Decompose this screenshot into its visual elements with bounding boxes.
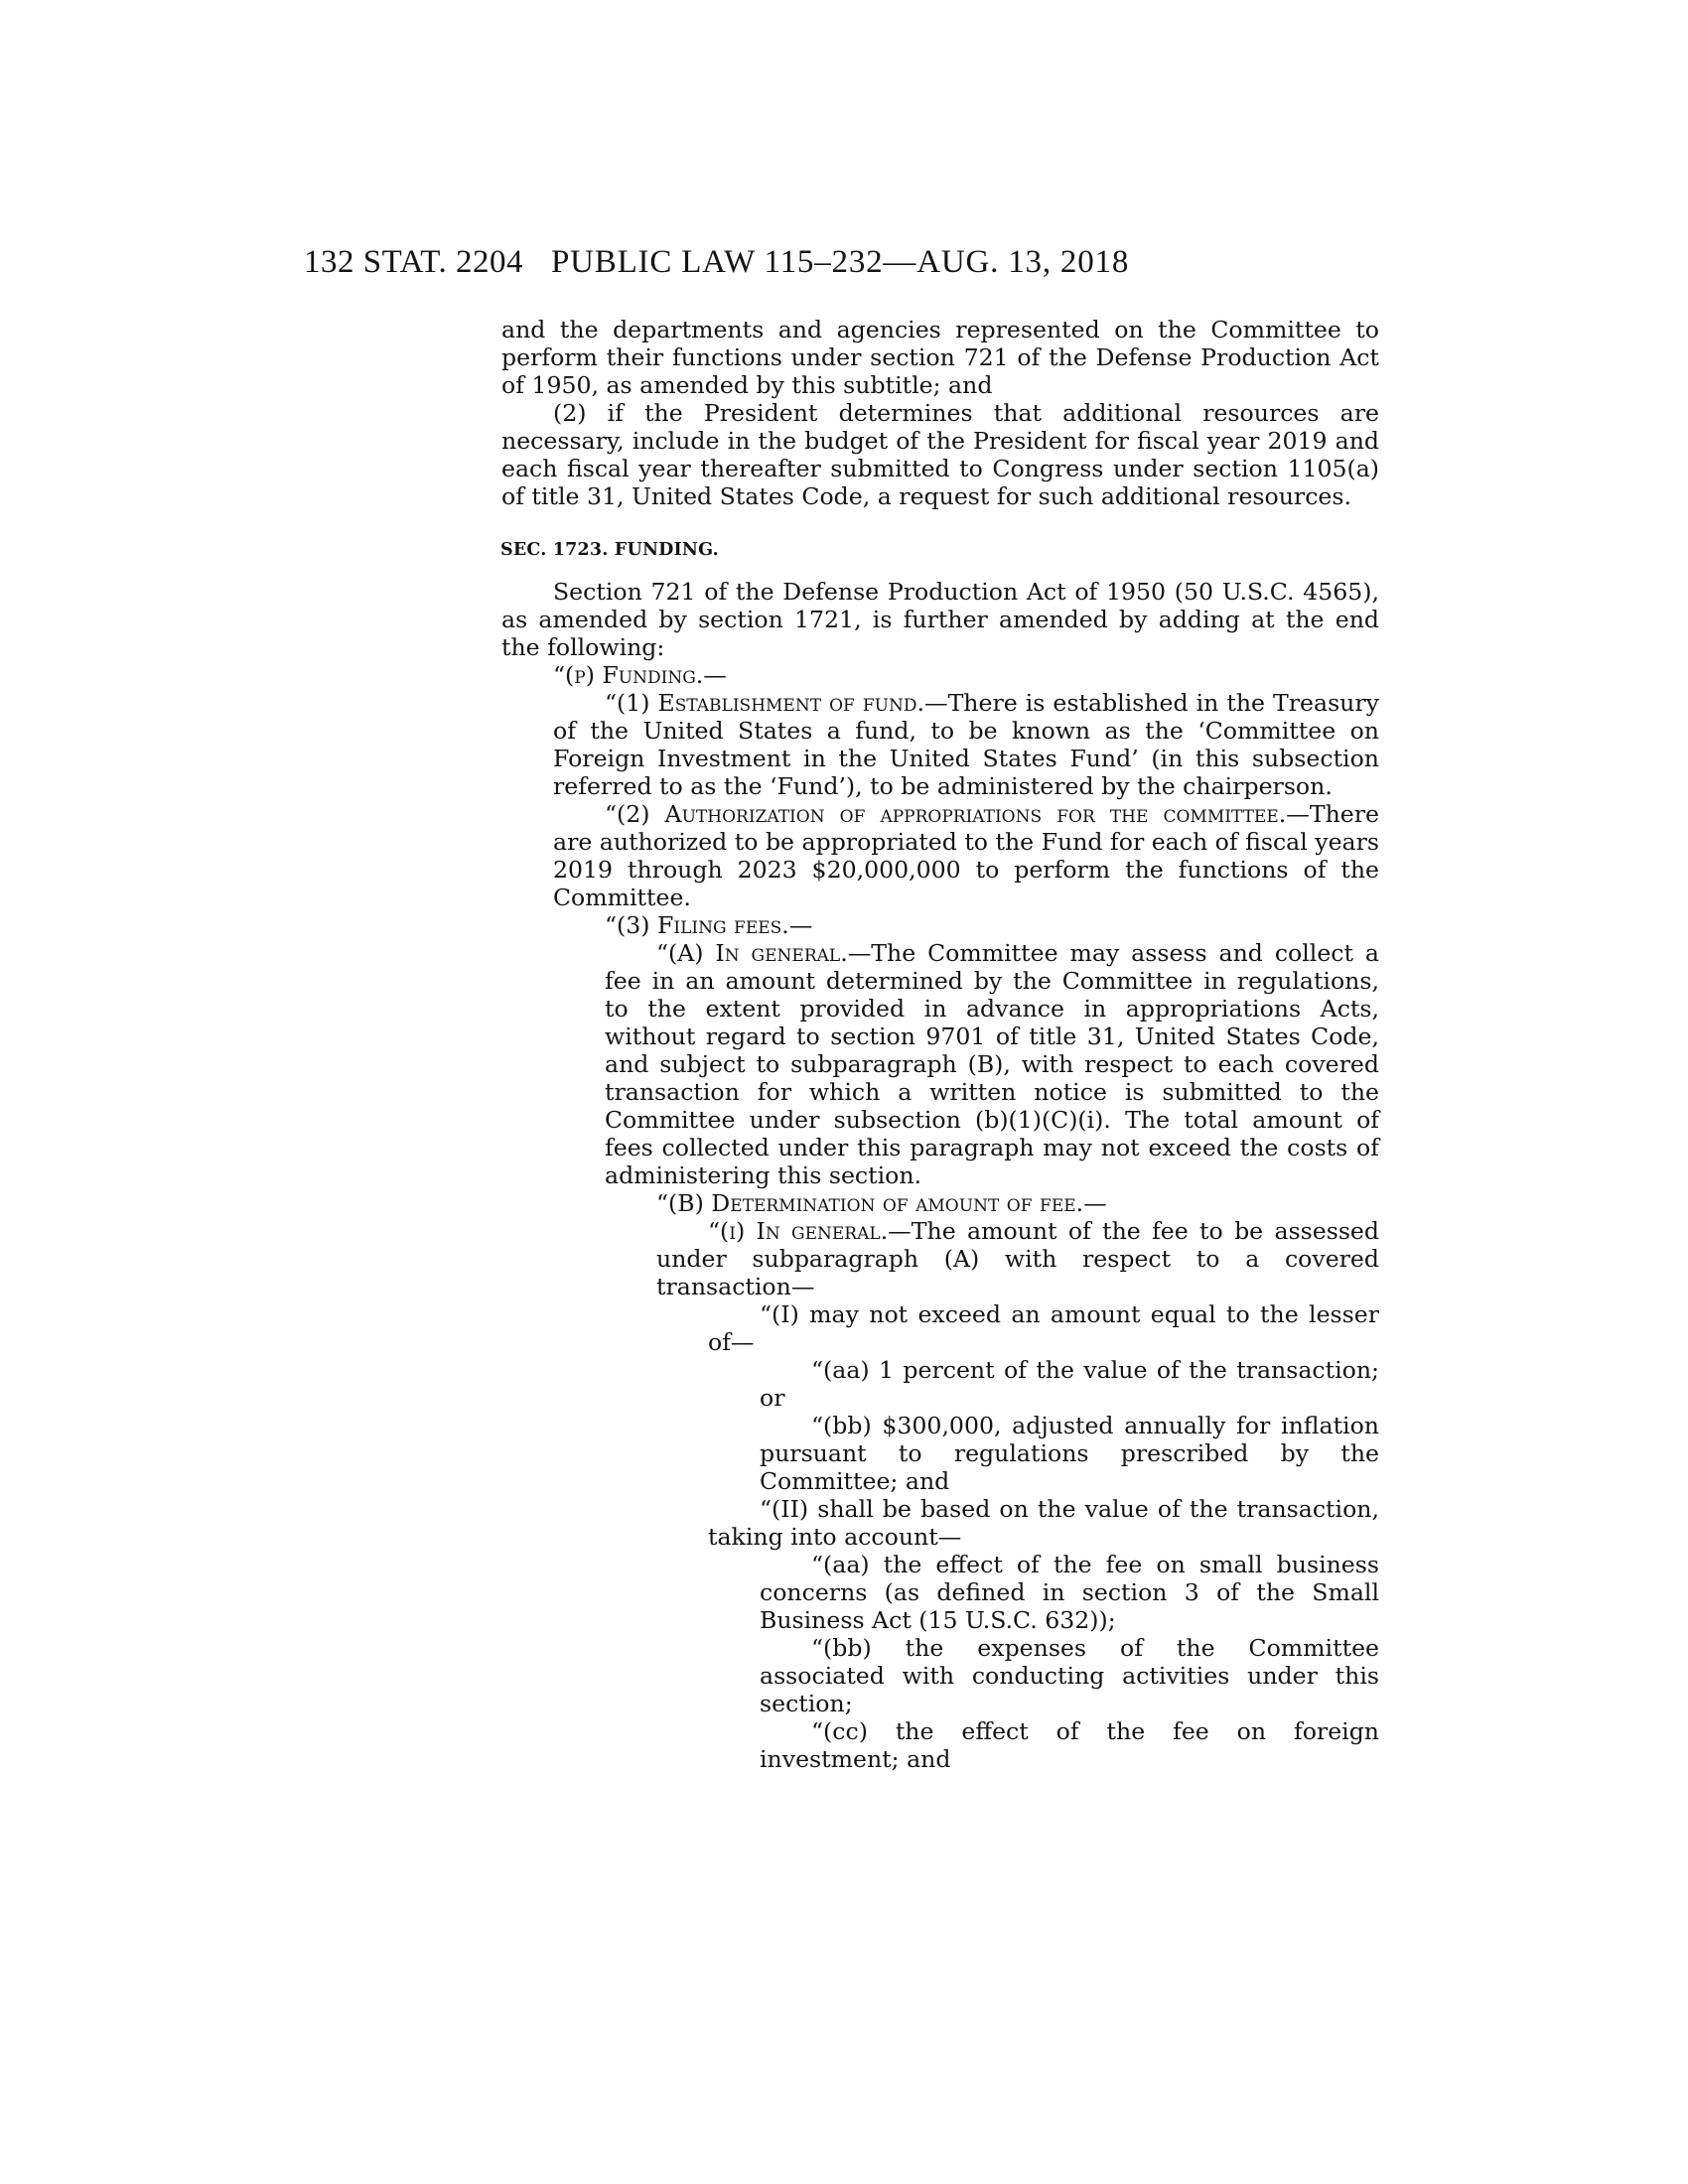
document-body — [501, 316, 1379, 1773]
subparagraph-a-text: The Committee may assess and collect a fee in an amount determined by the Committee in regulations, to the extent provided in advance in appropriations Acts, without regard to section 9701 of title 31, United States Code, and subject to subparagraph (B), with respect to each covered transaction for which a written notice is submitted to the Committee under subsection (b)(1)(C)(i). The total amount of fees collected under this paragraph may not exceed the costs of administering this section. — [605, 939, 1379, 1189]
continuation-paragraph: and the departments and agencies represented on the Committee to perform their functions under section 721 of the Defense Production Act of 1950, as amended by this subtitle; and — [501, 316, 1379, 399]
clause-i-text: The amount of the fee to be assessed under subparagraph (A) with respect to a covered transaction— — [656, 1217, 1379, 1300]
subclause-II: “(II) shall be based on the value of the transaction, taking into account— — [708, 1495, 1379, 1551]
item-bb-1: “(bb) $300,000, adjusted annually for inflation pursuant to regulations prescribed by the Committee; and — [760, 1412, 1379, 1495]
paragraph-1-label: “(1) Establishment of fund.— — [605, 689, 948, 717]
subparagraph-b — [501, 1189, 1379, 1217]
subparagraph-b-label: “(B) Determination of amount of fee.— — [656, 1189, 1107, 1217]
clause-i-label: “(i) In general.— — [708, 1217, 912, 1245]
paragraph-1-establishment — [501, 689, 1379, 800]
paragraph-2-label: “(2) Authorization of appropriations for the committee.— — [605, 800, 1310, 828]
item-aa-2: “(aa) the effect of the fee on small business concerns (as defined in section 3 of the Small Business Act (15 U.S.C. 632)); — [760, 1551, 1379, 1634]
item-aa-1: “(aa) 1 percent of the value of the transaction; or — [760, 1356, 1379, 1412]
paragraph-1-text: There is established in the Treasury of the United States a fund, to be known as the ‘Committee on Foreign Investment in the United States Fund’ (in this subsection referred to as the ‘Fund’), to be administered by the chairperson. — [553, 689, 1379, 800]
clause-i — [501, 1217, 1379, 1300]
subclause-I: “(I) may not exceed an amount equal to the lesser of— — [708, 1300, 1379, 1356]
running-header — [0, 244, 1688, 294]
subsection-p-label: “(p) Funding.— — [553, 661, 727, 689]
paragraph-3-label: “(3) Filing fees.— — [605, 911, 813, 939]
subparagraph-a — [501, 939, 1379, 1189]
public-law-title: PUBLIC LAW 115–232—AUG. 13, 2018 — [551, 244, 1130, 280]
item-cc: “(cc) the effect of the fee on foreign investment; and — [760, 1717, 1379, 1773]
paragraph-3-filing-fees — [501, 911, 1379, 939]
subparagraph-a-label: “(A) In general.— — [656, 939, 872, 967]
paragraph-2-authorization — [501, 800, 1379, 911]
subsection-p-funding — [501, 661, 1379, 689]
section-intro-paragraph: Section 721 of the Defense Production Act of 1950 (50 U.S.C. 4565), as amended by section 1721, is further amended by adding at the end the following: — [501, 578, 1379, 661]
paragraph-2-text: There are authorized to be appropriated to the Fund for each of fiscal years 2019 through 2023 $20,000,000 to perform the functions of the Committee. — [553, 800, 1380, 911]
section-heading: SEC. 1723. FUNDING. — [500, 540, 719, 560]
statute-page-citation: 132 STAT. 2204 — [304, 244, 524, 280]
item-bb-2: “(bb) the expenses of the Committee associated with conducting activities under this section; — [760, 1634, 1379, 1717]
paragraph-2: (2) if the President determines that additional resources are necessary, include in the budget of the President for fiscal year 2019 and each fiscal year thereafter submitted to Congress under section 1105(a) of title 31, United States Code, a request for such additional resources. — [501, 399, 1379, 510]
